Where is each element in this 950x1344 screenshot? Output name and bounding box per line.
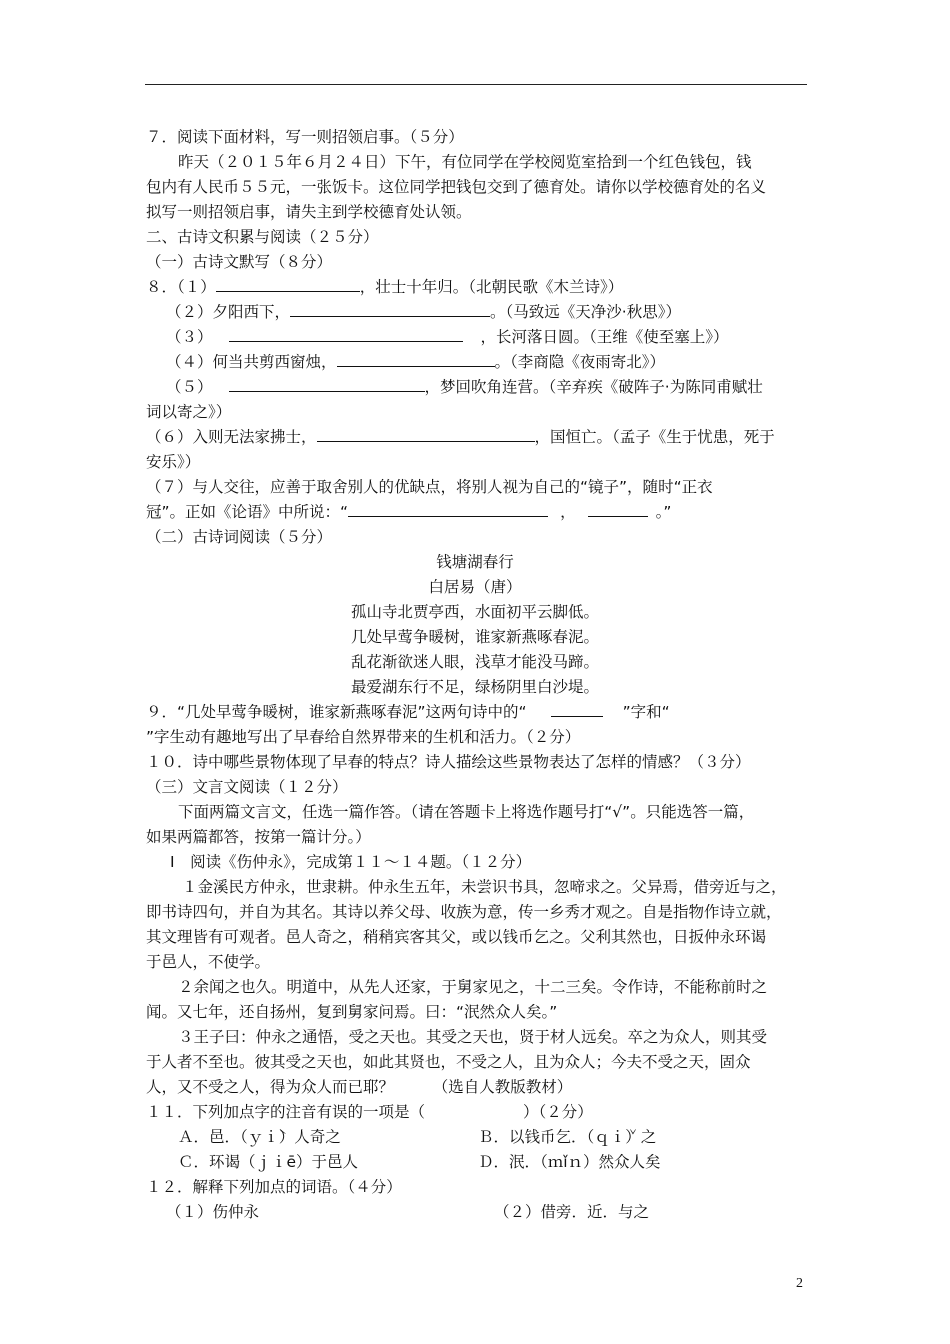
q9-stem-part-b: ”字和“ [622,703,670,721]
q7-body-line-3: 拟写一则招领启事，请失主到学校德育处认领。 [146,203,472,221]
q8-item-3 [166,327,729,347]
intro-line-1: 下面两篇文言文，任选一篇作答。（请在答题卡上将选作题号打“√”。只能选答一篇， [178,803,755,821]
q10-stem: １０．诗中哪些景物体现了早春的特点？诗人描绘这些景物表达了怎样的情感？（３分） [146,753,751,771]
q8-item-6-prefix: （６）入则无法家拂士， [146,428,317,446]
q9-stem [146,702,670,722]
q7-body-line-2: 包内有人民币５５元，一张饭卡。这位同学把钱包交到了德育处。请你以学校德育处的名义 [146,178,767,196]
section2-sub1: （一）古诗文默写（８分） [146,253,333,271]
q7-title: ７．阅读下面材料，写一则招领启事。（５分） [146,128,464,146]
passage-line: 即书诗四句，并自为其名。其诗以养父母、收族为意，传一乡秀才观之。自是指物作诗立就， [146,903,782,921]
q8-blank-1[interactable] [216,277,360,292]
passage-line: 人，又不受之人，得为众人而已耶？ （选自人教版教材） [146,1078,573,1096]
q11-stem [146,1102,593,1122]
q8-blank-7a[interactable] [348,502,548,517]
q11-option-d: Ｄ．泯．（ｍǐｎ）然众人矣 [478,1153,661,1171]
section2-title: 二、古诗文积累与阅读（２５分） [146,228,379,246]
q11-stem-part-a: １１．下列加点字的注音有误的一项是（ [146,1103,426,1121]
q11-option-c: Ｃ．环谒（ｊｉē）于邑人 [178,1153,359,1171]
q8-item-4 [166,352,665,372]
q7-body-line-1: 昨天（２０１５年６月２４日）下午，有位同学在学校阅览室拾到一个红色钱包，钱 [178,153,752,171]
q8-item-1-prefix: ８．（１） [146,278,216,296]
q8-item-3-suffix: ，长河落日圆。（王维《使至塞上》） [480,328,729,346]
q11-stem-part-b: ）（２分） [523,1103,593,1121]
q12-item-1: （１）伤仲永 [166,1203,260,1221]
q8-item-5-cont: 词以寄之》） [146,403,232,421]
q8-item-7-suffix: 。” [655,503,672,521]
q8-blank-5[interactable] [229,377,425,392]
passage-line: 于邑人，不使学。 [146,953,271,971]
passage-line: 于人者不至也。彼其受之天也，如此其贤也，不受之人，且为众人；今夫不受之天，固众 [146,1053,751,1071]
poem-author: 白居易（唐） [428,578,522,596]
q8-item-6-cont: 安乐》） [146,453,201,471]
section2-sub2: （二）古诗词阅读（５分） [146,528,333,546]
q8-item-5-prefix: （５） [166,378,213,396]
q8-item-6-suffix: ，国恒亡。（孟子《生于忧患，死于 [534,428,775,446]
q8-blank-6[interactable] [317,427,535,442]
q9-stem-part-a: ９．“几处早莺争暖树，谁家新燕啄春泥”这两句诗中的“ [146,703,527,721]
poem-title: 钱塘湖春行 [436,553,514,571]
q8-item-4-prefix: （４）何当共剪西窗烛， [166,353,337,371]
q8-blank-4[interactable] [337,352,495,367]
q8-item-2 [166,302,681,322]
q8-blank-2[interactable] [290,302,490,317]
q8-item-1 [146,277,623,297]
q8-item-3-prefix: （３） [166,328,213,346]
poem-line: 几处早莺争暖树，谁家新燕啄春泥。 [350,628,599,646]
poem-line: 孤山寺北贾亭西，水面初平云脚低。 [350,603,599,621]
q8-item-2-suffix: 。（马致远《天净沙·秋思》） [490,303,681,321]
header-rule [145,84,807,85]
poem-line: 最爱湖东行不足，绿杨阴里白沙堤。 [350,678,599,696]
part-i-heading: Ⅰ 阅读《伤仲永》，完成第１１～１４题。（１２分） [170,853,532,871]
q8-item-5-suffix: ，梦回吹角连营。（辛弃疾《破阵子·为陈同甫赋壮 [424,378,763,396]
passage-line: 闻。又七年，还自扬州，复到舅家问焉。曰：“泯然众人矣。” [146,1003,558,1021]
q12-stem: １２．解释下列加点的词语。（４分） [146,1178,402,1196]
q8-item-7-prefix: 冠”。正如《论语》中所说：“ [146,503,349,521]
q8-item-5 [166,377,763,397]
q8-blank-3[interactable] [229,327,463,342]
q8-item-7-cont [146,502,671,522]
q9-stem-cont: ”字生动有趣地写出了早春给自然界带来的生机和活力。（２分） [146,728,581,746]
q8-item-4-suffix: 。（李商隐《夜雨寄北》） [494,353,666,371]
q11-option-a: Ａ．邑．（ｙｉ̀）人奇之 [178,1128,341,1146]
q9-blank[interactable] [551,702,603,717]
q8-item-7: （７）与人交往，应善于取舍别人的优缺点，将别人视为自己的“镜子”，随时“正衣 [146,478,713,496]
intro-line-2: 如果两篇都答，按第一篇计分。） [146,828,371,846]
passage-line: ２余闻之也久。明道中，从先人还家，于舅家见之，十二三矣。令作诗，不能称前时之 [178,978,768,996]
passage-line: ３王子曰：仲永之通悟，受之天也。其受之天也，贤于材人远矣。卒之为众人，则其受 [178,1028,768,1046]
page-number: 2 [796,1276,803,1291]
passage-line: １金溪民方仲永，世隶耕。仲永生五年，未尝识书具，忽啼求之。父异焉，借旁近与之， [182,878,787,896]
q8-item-6 [146,427,775,447]
q11-option-b: Ｂ．以钱币乞．（ｑｉ̌）之 [478,1128,657,1146]
q8-item-1-suffix: ，壮士十年归。（北朝民歌《木兰诗》） [359,278,624,296]
q8-item-2-prefix: （２）夕阳西下， [166,303,291,321]
q12-item-2: （２）借旁．近．与之 [494,1203,650,1221]
passage-line: 其文理皆有可观者。邑人奇之，稍稍宾客其父，或以钱币乞之。父利其然也，日扳仲永环谒 [146,928,767,946]
poem-line: 乱花渐欲迷人眼，浅草才能没马蹄。 [350,653,599,671]
q8-item-7-comma: ， [560,503,576,521]
q8-blank-7b[interactable] [588,502,648,517]
section2-sub3: （三）文言文阅读（１２分） [146,778,348,796]
